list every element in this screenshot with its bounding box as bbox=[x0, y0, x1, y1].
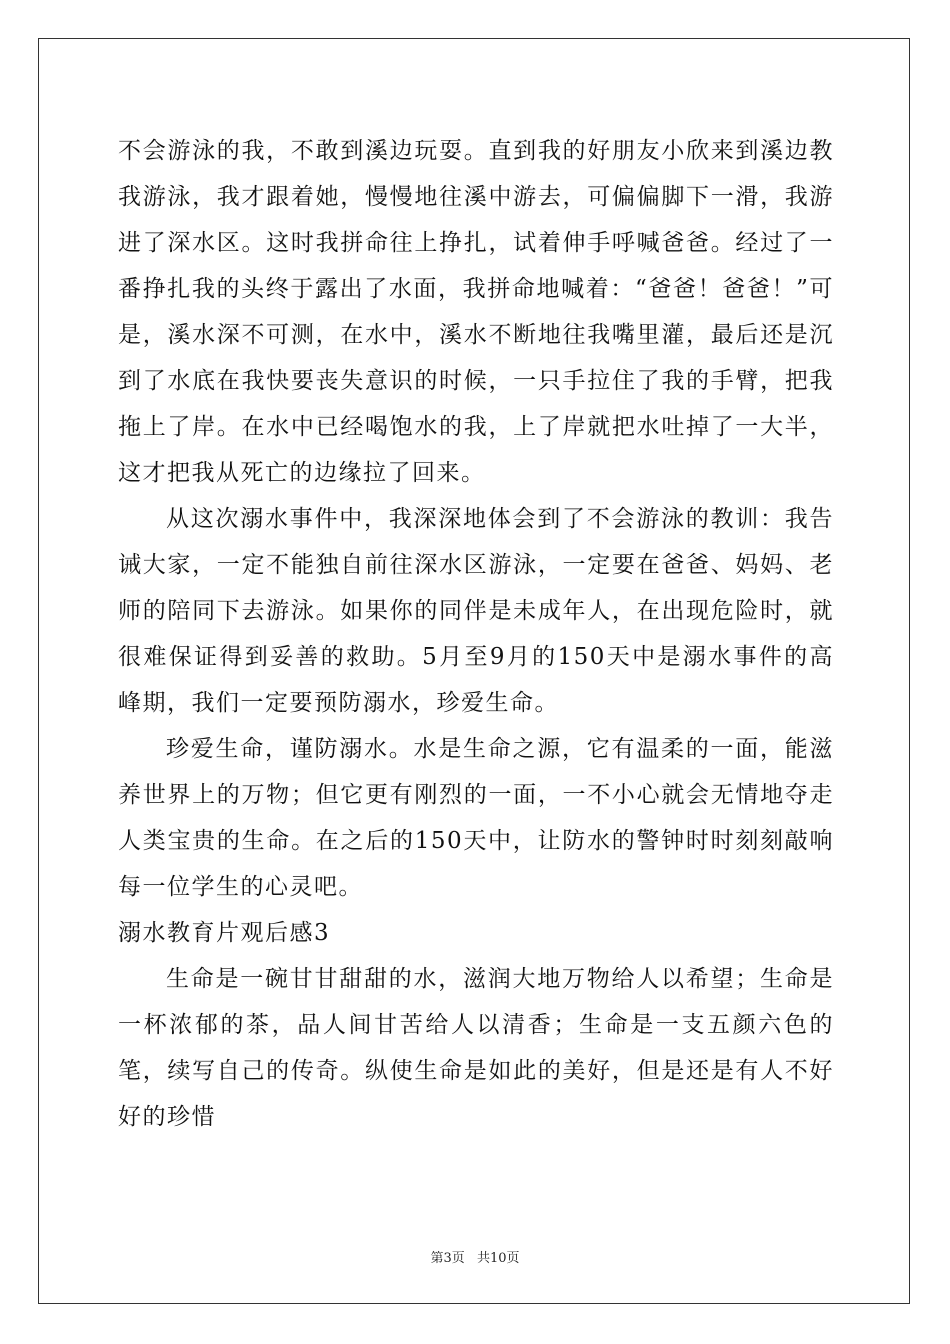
page-footer bbox=[0, 1247, 950, 1266]
paragraph-3: 珍爱生命，谨防溺水。水是生命之源，它有温柔的一面，能滋养世界上的万物；但它更有刚烈的一面，一不小心就会无情地夺走人类宝贵的生命。在之后的150天中，让防水的警钟时时刻刻敲响每一位学生的心灵吧。 bbox=[118, 736, 834, 900]
paragraph-2: 从这次溺水事件中，我深深地体会到了不会游泳的教训：我告诫大家，一定不能独自前往深水区游泳，一定要在爸爸、妈妈、老师的陪同下去游泳。如果你的同伴是未成年人，在出现危险时，就很难保证得到妥善的救助。5月至9月的150天中是溺水事件的高峰期，我们一定要预防溺水，珍爱生命。 bbox=[118, 506, 834, 716]
paragraph-1: 不会游泳的我，不敢到溪边玩耍。直到我的好朋友小欣来到溪边教我游泳，我才跟着她，慢慢地往溪中游去，可偏偏脚下一滑，我游进了深水区。这时我拼命往上挣扎，试着伸手呼喊爸爸。经过了一番挣扎我的头终于露出了水面，我拼命地喊着：“爸爸！爸爸！”可是，溪水深不可测，在水中，溪水不断地往我嘴里灌，最后还是沉到了水底在我快要丧失意识的时候，一只手拉住了我的手臂，把我拖上了岸。在水中已经喝饱水的我，上了岸就把水吐掉了一大半，这才把我从死亡的边缘拉了回来。 bbox=[118, 138, 834, 486]
section-heading: 溺水教育片观后感3 bbox=[118, 920, 331, 946]
paragraph-4: 生命是一碗甘甘甜甜的水，滋润大地万物给人以希望；生命是一杯浓郁的茶，品人间甘苦给人以清香；生命是一支五颜六色的笔，续写自己的传奇。纵使生命是如此的美好，但是还是有人不好好的珍惜 bbox=[118, 966, 834, 1130]
document-body bbox=[118, 128, 834, 1140]
page-number: 第3页 bbox=[430, 1251, 465, 1266]
total-pages: 共10页 bbox=[476, 1251, 520, 1266]
